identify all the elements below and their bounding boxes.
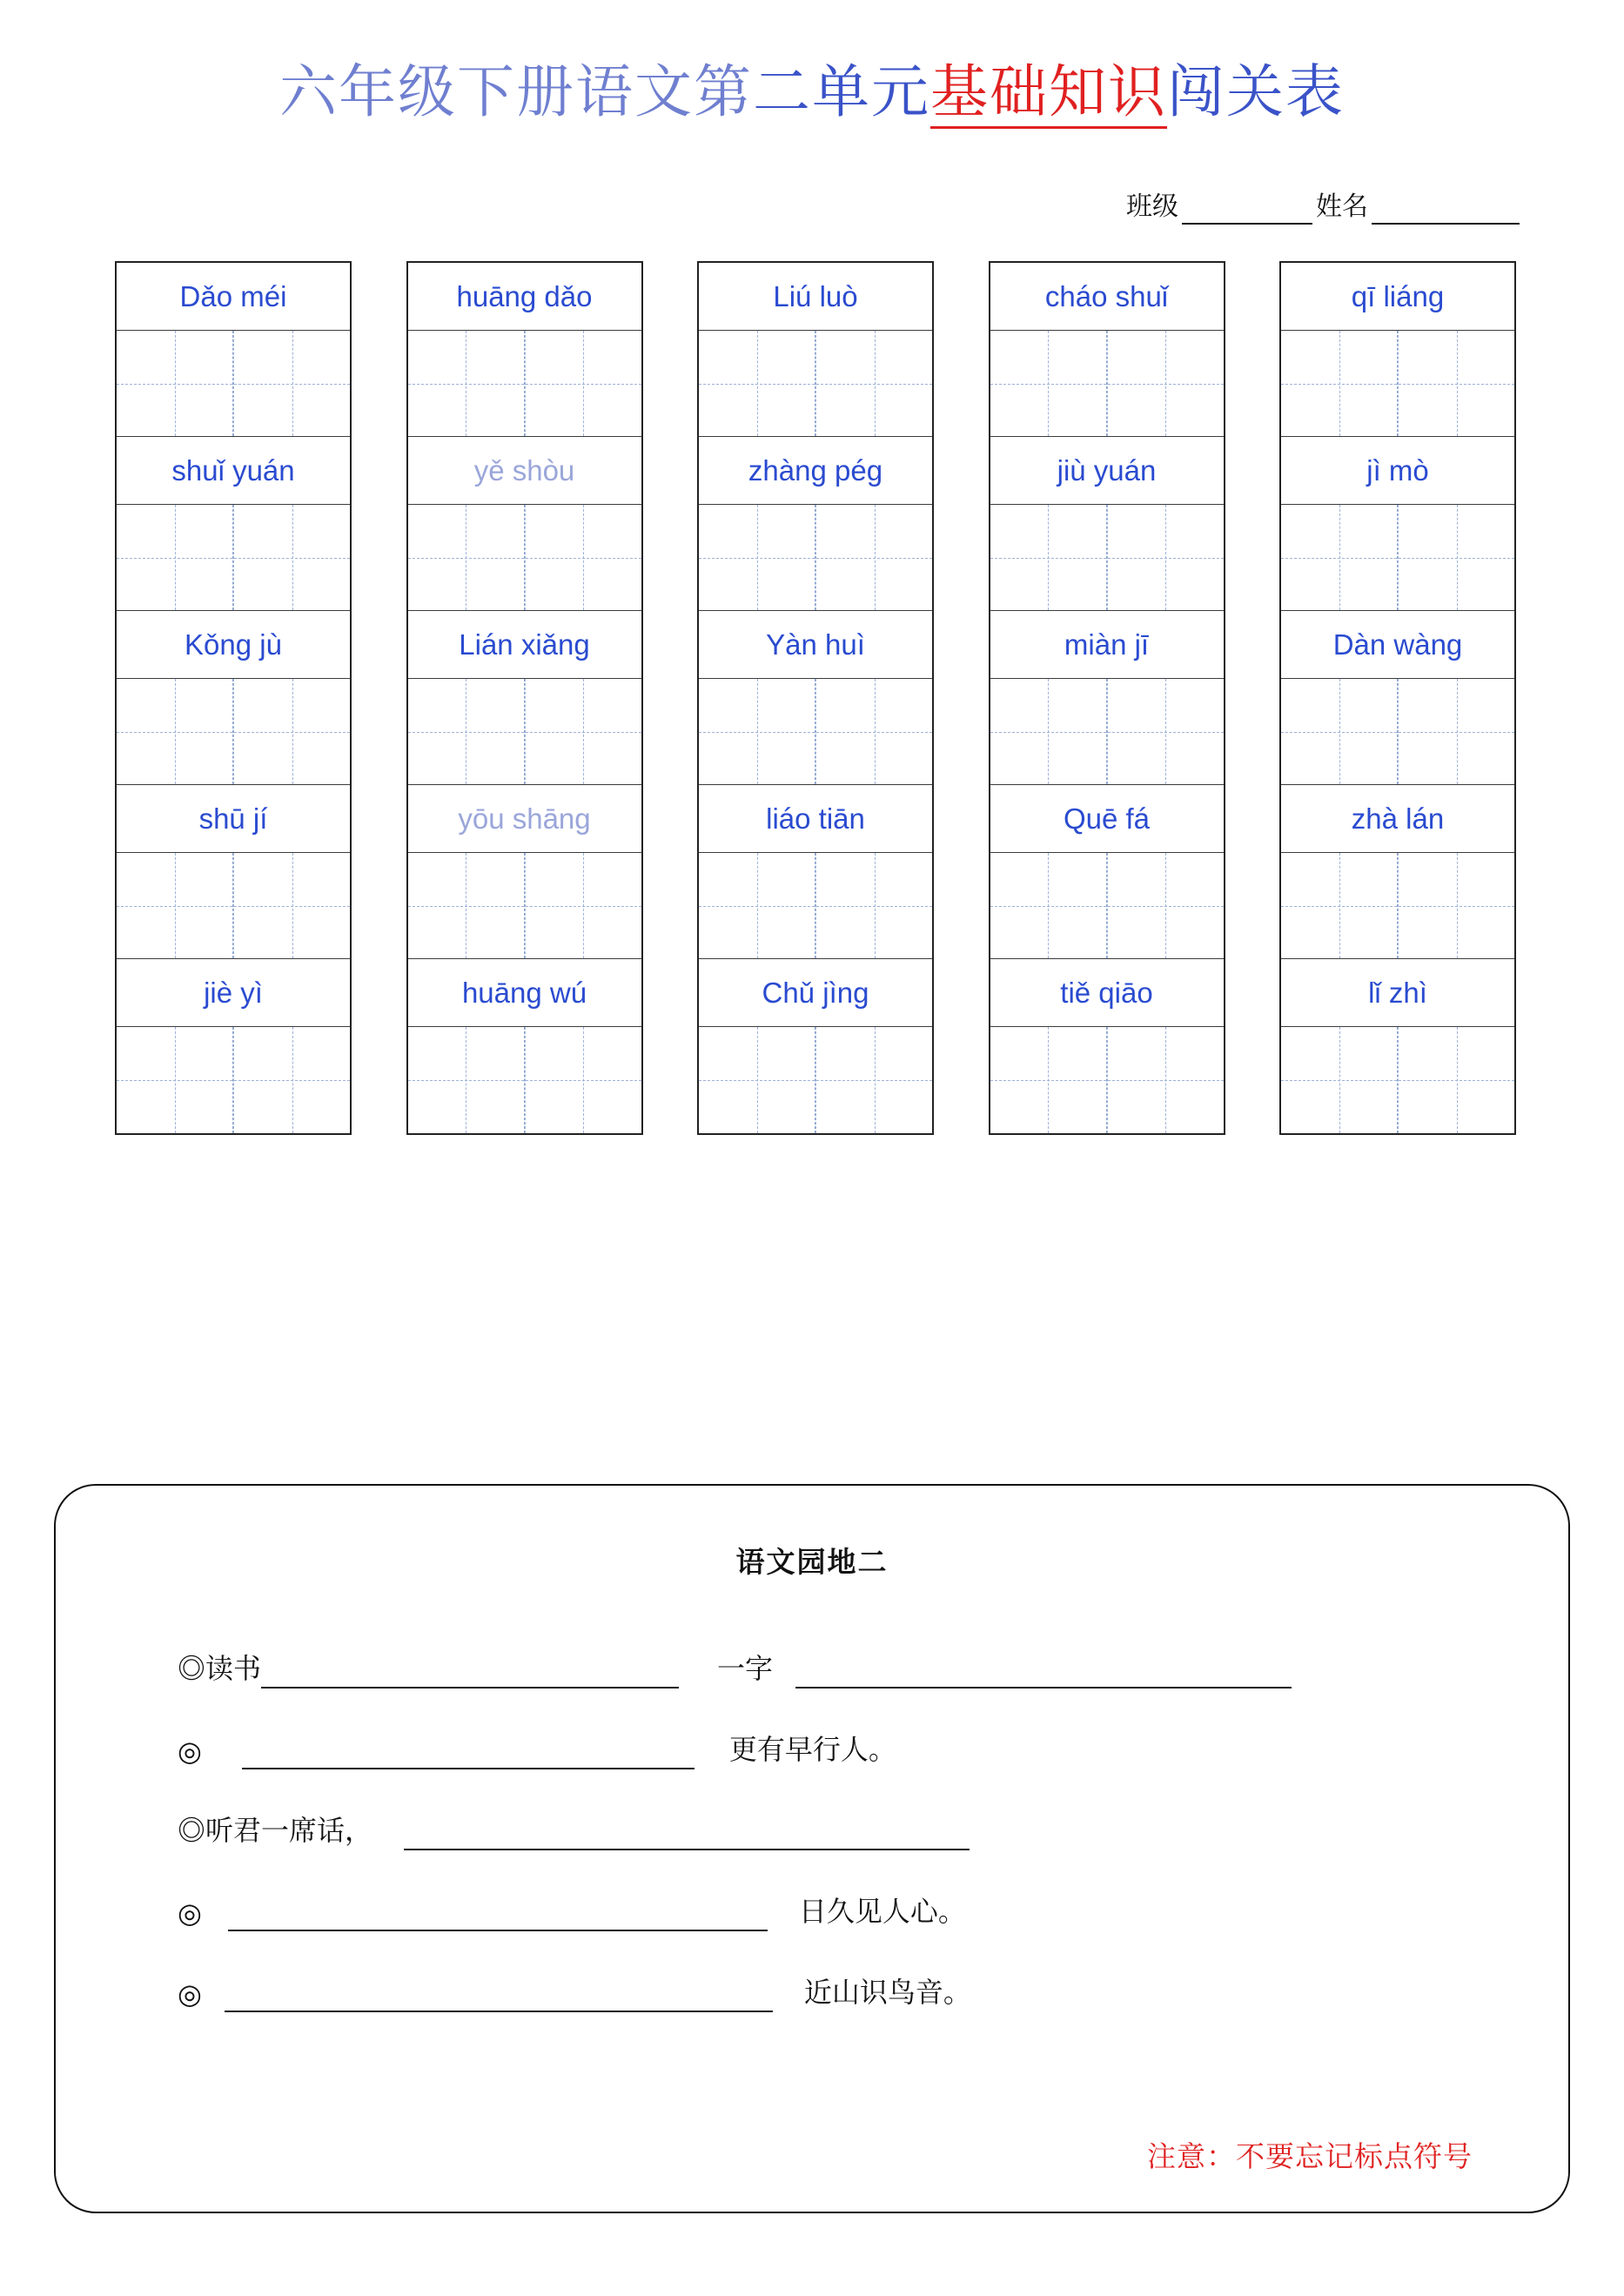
tianzi-cell[interactable] xyxy=(117,853,233,958)
pinyin-column xyxy=(989,261,1225,1135)
tianzi-cell[interactable] xyxy=(990,679,1107,784)
pinyin-text: Yàn huì xyxy=(766,628,865,661)
pinyin-entry xyxy=(408,785,641,959)
tianzi-cell[interactable] xyxy=(117,505,233,610)
tianzi-cell[interactable] xyxy=(1107,505,1224,610)
title-segment-highlight: 基础知识 xyxy=(930,61,1167,129)
pinyin-label-row xyxy=(408,437,641,505)
writing-box-row[interactable] xyxy=(117,1027,350,1133)
pinyin-entry xyxy=(990,959,1224,1133)
tianzi-cell[interactable] xyxy=(1107,679,1224,784)
tianzi-cell[interactable] xyxy=(408,679,525,784)
pinyin-entry xyxy=(990,611,1224,785)
tianzi-cell[interactable] xyxy=(815,505,932,610)
writing-box-row[interactable] xyxy=(1281,1027,1514,1133)
pinyin-text: Kǒng jù xyxy=(185,628,282,661)
fill-line xyxy=(178,1970,1473,2012)
title-segment-d: 闯关表 xyxy=(1167,61,1345,124)
tianzi-cell[interactable] xyxy=(1281,1027,1398,1133)
pinyin-entry xyxy=(1281,263,1514,437)
tianzi-cell[interactable] xyxy=(815,1027,932,1133)
tianzi-cell[interactable] xyxy=(525,1027,641,1133)
pinyin-text: yě shòu xyxy=(473,453,575,487)
writing-box-row[interactable] xyxy=(1281,679,1514,785)
title-segment-b: 二单元 xyxy=(753,61,930,124)
tianzi-cell[interactable] xyxy=(117,331,233,436)
tianzi-cell[interactable] xyxy=(699,853,815,958)
tianzi-cell[interactable] xyxy=(525,853,641,958)
writing-box-row[interactable] xyxy=(408,679,641,785)
pinyin-column xyxy=(406,261,643,1135)
pinyin-text: Chǔ jìng xyxy=(762,976,869,1009)
blank-field[interactable] xyxy=(228,1903,768,1931)
tianzi-cell[interactable] xyxy=(1107,1027,1224,1133)
writing-box-row[interactable] xyxy=(1281,853,1514,959)
fill-line xyxy=(178,1809,1473,1850)
pinyin-entry xyxy=(1281,959,1514,1133)
pinyin-label-row xyxy=(117,437,350,505)
pinyin-entry xyxy=(117,263,350,437)
pinyin-text: Dǎo méi xyxy=(179,279,287,312)
line-suffix: 近山识鸟音。 xyxy=(803,1977,971,2008)
pinyin-text: miàn jī xyxy=(1064,628,1150,661)
tianzi-cell[interactable] xyxy=(525,331,641,436)
pinyin-entry xyxy=(408,263,641,437)
writing-box-row[interactable] xyxy=(699,331,932,437)
pinyin-text: cháo shuǐ xyxy=(1044,279,1169,312)
pinyin-label-row xyxy=(408,611,641,679)
pinyin-text: jiù yuán xyxy=(1057,453,1157,487)
writing-box-row[interactable] xyxy=(990,1027,1224,1133)
tianzi-cell[interactable] xyxy=(1107,331,1224,436)
tianzi-cell[interactable] xyxy=(117,1027,233,1133)
tianzi-cell[interactable] xyxy=(699,679,815,784)
name-label: 姓名 xyxy=(1316,192,1368,221)
writing-box-row[interactable] xyxy=(990,679,1224,785)
blank-field[interactable] xyxy=(795,1661,1292,1688)
pinyin-label-row xyxy=(699,611,932,679)
tianzi-cell[interactable] xyxy=(525,679,641,784)
page-title-wrap xyxy=(0,0,1624,128)
panel-title: 语文园地二 xyxy=(735,1547,889,1579)
tianzi-cell[interactable] xyxy=(408,505,525,610)
tianzi-cell[interactable] xyxy=(233,331,350,436)
tianzi-cell[interactable] xyxy=(233,505,350,610)
tianzi-cell[interactable] xyxy=(1281,679,1398,784)
pinyin-text: zhà lán xyxy=(1351,802,1445,835)
pinyin-entry xyxy=(1281,785,1514,959)
writing-box-row[interactable] xyxy=(408,853,641,959)
writing-box-row[interactable] xyxy=(1281,331,1514,437)
pinyin-entry xyxy=(699,263,932,437)
tianzi-cell[interactable] xyxy=(525,505,641,610)
pinyin-grid xyxy=(115,261,1516,1135)
pinyin-entry xyxy=(990,437,1224,611)
class-label: 班级 xyxy=(1126,192,1178,221)
pinyin-label-row xyxy=(990,611,1224,679)
writing-box-row[interactable] xyxy=(117,853,350,959)
pinyin-text: shuǐ yuán xyxy=(171,453,295,487)
pinyin-text: yōu shāng xyxy=(458,802,591,835)
pinyin-entry xyxy=(117,611,350,785)
tianzi-cell[interactable] xyxy=(117,679,233,784)
blank-field[interactable] xyxy=(261,1661,679,1688)
writing-box-row[interactable] xyxy=(990,331,1224,437)
pinyin-label-row xyxy=(408,959,641,1027)
pinyin-text: jì mò xyxy=(1366,453,1429,487)
tianzi-cell[interactable] xyxy=(699,331,815,436)
pinyin-entry xyxy=(699,959,932,1133)
class-blank-field[interactable] xyxy=(1182,197,1312,225)
pinyin-label-row xyxy=(408,785,641,853)
pinyin-text: Dàn wàng xyxy=(1332,628,1463,661)
pinyin-label-row xyxy=(1281,611,1514,679)
tianzi-cell[interactable] xyxy=(699,1027,815,1133)
pinyin-text: Liú luò xyxy=(773,279,858,312)
pinyin-entry xyxy=(117,785,350,959)
blank-field[interactable] xyxy=(225,1984,773,2012)
pinyin-entry xyxy=(1281,437,1514,611)
fill-line xyxy=(178,1890,1473,1931)
note-text: 注意：不要忘记标点符号 xyxy=(1147,2142,1473,2173)
pinyin-label-row xyxy=(117,263,350,331)
tianzi-cell[interactable] xyxy=(1281,853,1398,958)
pinyin-entry xyxy=(990,785,1224,959)
writing-box-row[interactable] xyxy=(699,679,932,785)
pinyin-entry xyxy=(1281,611,1514,785)
line-prefix: ◎ xyxy=(178,1897,202,1929)
pinyin-label-row xyxy=(990,959,1224,1027)
pinyin-label-row xyxy=(1281,263,1514,331)
pinyin-label-row xyxy=(699,437,932,505)
pinyin-label-row xyxy=(699,785,932,853)
student-info-row xyxy=(1126,185,1520,225)
pinyin-entry xyxy=(699,437,932,611)
pinyin-text: Lián xiǎng xyxy=(459,628,590,661)
pinyin-text: Quē fá xyxy=(1063,802,1151,835)
line-prefix: ◎听君一席话， xyxy=(178,1815,373,1846)
tianzi-cell[interactable] xyxy=(1281,331,1398,436)
tianzi-cell[interactable] xyxy=(990,331,1107,436)
writing-box-row[interactable] xyxy=(408,505,641,611)
pinyin-text: tiě qiāo xyxy=(1060,976,1153,1009)
line-suffix: 更有早行人。 xyxy=(728,1734,896,1765)
pinyin-label-row xyxy=(1281,437,1514,505)
tianzi-cell[interactable] xyxy=(408,1027,525,1133)
fill-line xyxy=(178,1728,1473,1769)
line-prefix: ◎ xyxy=(178,1978,202,2010)
writing-box-row[interactable] xyxy=(990,853,1224,959)
pinyin-entry xyxy=(408,437,641,611)
name-blank-field[interactable] xyxy=(1372,197,1520,225)
fill-in-lines xyxy=(56,1647,1568,2012)
pinyin-label-row xyxy=(699,959,932,1027)
pinyin-entry xyxy=(990,263,1224,437)
tianzi-cell[interactable] xyxy=(408,331,525,436)
pinyin-entry xyxy=(117,437,350,611)
tianzi-cell[interactable] xyxy=(990,505,1107,610)
line-prefix: ◎ xyxy=(178,1735,202,1767)
pinyin-label-row xyxy=(990,785,1224,853)
pinyin-entry xyxy=(117,959,350,1133)
fill-line xyxy=(178,1647,1473,1688)
writing-box-row[interactable] xyxy=(117,331,350,437)
pinyin-entry xyxy=(699,611,932,785)
tianzi-cell[interactable] xyxy=(815,679,932,784)
writing-box-row[interactable] xyxy=(117,679,350,785)
pinyin-entry xyxy=(408,959,641,1133)
pinyin-text: huāng wú xyxy=(461,976,587,1009)
pinyin-text: liáo tiān xyxy=(766,802,865,835)
pinyin-label-row xyxy=(699,263,932,331)
tianzi-cell[interactable] xyxy=(1398,505,1514,610)
pinyin-column xyxy=(1279,261,1516,1135)
writing-box-row[interactable] xyxy=(990,505,1224,611)
tianzi-cell[interactable] xyxy=(1398,853,1514,958)
tianzi-cell[interactable] xyxy=(990,1027,1107,1133)
pinyin-text: lǐ zhì xyxy=(1368,976,1427,1009)
pinyin-entry xyxy=(408,611,641,785)
tianzi-cell[interactable] xyxy=(1398,679,1514,784)
tianzi-cell[interactable] xyxy=(990,853,1107,958)
tianzi-cell[interactable] xyxy=(1398,331,1514,436)
pinyin-label-row xyxy=(1281,959,1514,1027)
tianzi-cell[interactable] xyxy=(408,853,525,958)
pinyin-label-row xyxy=(408,263,641,331)
pinyin-label-row xyxy=(117,611,350,679)
pinyin-text: jiè yì xyxy=(204,976,263,1009)
pinyin-text: huāng dǎo xyxy=(456,279,593,312)
writing-box-row[interactable] xyxy=(408,1027,641,1133)
writing-box-row[interactable] xyxy=(699,505,932,611)
line-suffix: 日久见人心。 xyxy=(798,1896,966,1927)
pinyin-text: qī liáng xyxy=(1351,279,1445,312)
writing-box-row[interactable] xyxy=(117,505,350,611)
title-segment-a: 六年级下册语文第 xyxy=(279,61,753,124)
pinyin-label-row xyxy=(990,437,1224,505)
pinyin-label-row xyxy=(1281,785,1514,853)
tianzi-cell[interactable] xyxy=(1398,1027,1514,1133)
pinyin-label-row xyxy=(117,959,350,1027)
tianzi-cell[interactable] xyxy=(233,1027,350,1133)
tianzi-cell[interactable] xyxy=(815,853,932,958)
tianzi-cell[interactable] xyxy=(815,331,932,436)
blank-field[interactable] xyxy=(242,1742,695,1769)
writing-box-row[interactable] xyxy=(408,331,641,437)
pinyin-text: zhàng pég xyxy=(748,453,883,487)
writing-box-row[interactable] xyxy=(699,853,932,959)
pinyin-label-row xyxy=(117,785,350,853)
line-middle: 一字 xyxy=(717,1653,774,1684)
tianzi-cell[interactable] xyxy=(1107,853,1224,958)
tianzi-cell[interactable] xyxy=(233,679,350,784)
yuwen-yuandi-panel xyxy=(54,1484,1570,2213)
pinyin-text: shū jí xyxy=(198,802,268,835)
line-prefix: ◎读书 xyxy=(178,1653,262,1684)
pinyin-entry xyxy=(699,785,932,959)
tianzi-cell[interactable] xyxy=(699,505,815,610)
pinyin-column xyxy=(697,261,934,1135)
writing-box-row[interactable] xyxy=(1281,505,1514,611)
tianzi-cell[interactable] xyxy=(233,853,350,958)
writing-box-row[interactable] xyxy=(699,1027,932,1133)
blank-field[interactable] xyxy=(404,1823,970,1850)
page-title xyxy=(279,45,1345,128)
tianzi-cell[interactable] xyxy=(1281,505,1398,610)
pinyin-label-row xyxy=(990,263,1224,331)
pinyin-column xyxy=(115,261,352,1135)
